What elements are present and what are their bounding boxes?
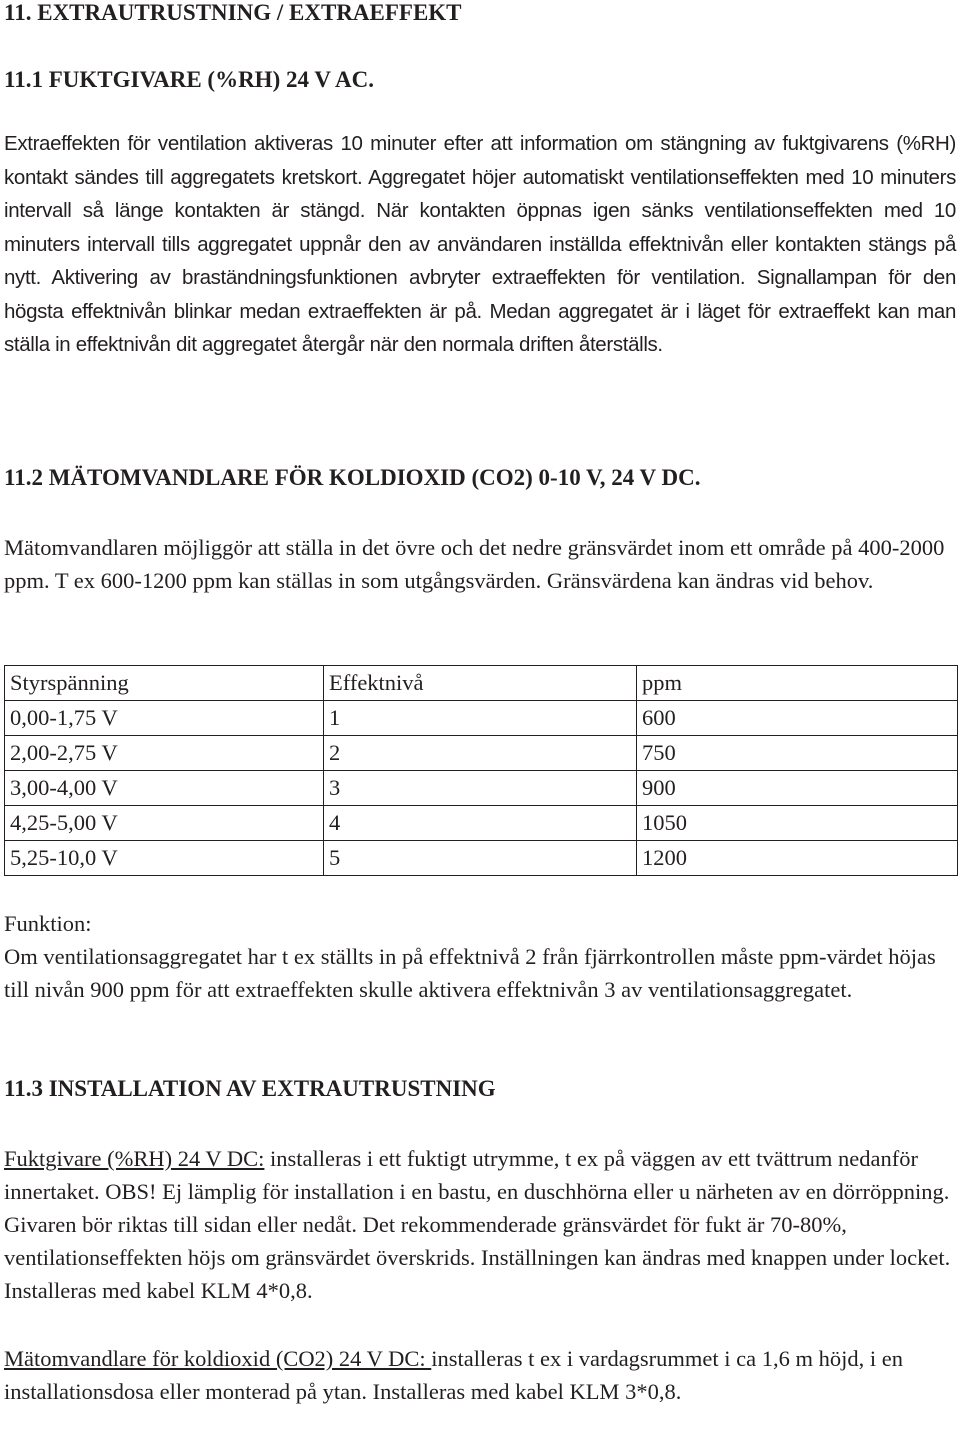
table-cell: 4 <box>324 806 637 841</box>
table-cell: 1200 <box>637 841 958 876</box>
install-item-text: installeras i ett fuktigt utrymme, t ex på väggen av ett tvättrum nedanför innertaket. OBS! Ej lämplig för installation i en bastu, en duschhörna eller u närheten av en dörröppning. Givaren bör riktas till sidan eller nedåt. Det rekommenderade gränsvärdet för fukt är 70-80%, ventilationseffekten höjs om gränsvärdet överskrids. Inställningen kan ändras med knappen under locket. Installeras med kabel KLM 4*0,8. <box>4 1146 951 1303</box>
table-header-row <box>5 666 958 701</box>
table-row <box>5 841 958 876</box>
install-item-text: installeras t ex i vardagsrummet i ca 1,6 m höjd, i en installationsdosa eller monterad på ytan. Installeras med kabel KLM 3*0,8. <box>4 1346 904 1404</box>
table-cell: 1 <box>324 701 637 736</box>
section-11-2-body: Mätomvandlaren möjliggör att ställa in det övre och det nedre gränsvärdet inom ett område på 400-2000 ppm. T ex 600-1200 ppm kan ställas in som utgångsvärden. Gränsvärdena kan ändras vid behov. <box>4 535 945 593</box>
co2-voltage-table <box>4 665 958 876</box>
table-cell: 1050 <box>637 806 958 841</box>
table-header-cell: Styrspänning <box>5 666 324 701</box>
section-heading-11-2: 11.2 MÄTOMVANDLARE FÖR KOLDIOXID (CO2) 0-10 V, 24 V DC. <box>4 465 701 490</box>
table-cell: 5,25-10,0 V <box>5 841 324 876</box>
table-header-cell: ppm <box>637 666 958 701</box>
function-block <box>4 907 956 1006</box>
table-cell: 2 <box>324 736 637 771</box>
main-heading: 11. EXTRAUTRUSTNING / EXTRAEFFEKT <box>4 0 462 25</box>
section-heading-11-3: 11.3 INSTALLATION AV EXTRAUTRUSTNING <box>4 1076 496 1101</box>
install-item-co2 <box>4 1342 956 1408</box>
table-header-cell: Effektnivå <box>324 666 637 701</box>
table-cell: 5 <box>324 841 637 876</box>
table-cell: 600 <box>637 701 958 736</box>
table-cell: 750 <box>637 736 958 771</box>
section-heading-11-1: 11.1 FUKTGIVARE (%RH) 24 V AC. <box>4 67 374 92</box>
table-cell: 4,25-5,00 V <box>5 806 324 841</box>
table-cell: 3,00-4,00 V <box>5 771 324 806</box>
install-item-humidity <box>4 1142 956 1307</box>
table-cell: 900 <box>637 771 958 806</box>
table-cell: 3 <box>324 771 637 806</box>
table-cell: 2,00-2,75 V <box>5 736 324 771</box>
table-cell: 0,00-1,75 V <box>5 701 324 736</box>
table-row <box>5 736 958 771</box>
table-row <box>5 771 958 806</box>
table-row <box>5 806 958 841</box>
install-item-title: Mätomvandlare för koldioxid (CO2) 24 V DC: <box>4 1346 432 1371</box>
section-11-1-body: Extraeffekten för ventilation aktiveras 10 minuter efter att information om stängning av fuktgivarens (%RH) kontakt sändes till aggregatets kretskort. Aggregatet höjer automatiskt ventilationseffekten med 10 minuters intervall så länge kontakten är stängd. När kontakten öppnas igen sänks ventilationseffekten med 10 minuters intervall tills aggregatet uppnår den av användaren inställda effektnivån eller kontakten stängs på nytt. Aktivering av braständningsfunktionen avbryter extraeffekten för ventilation. Signallampan för den högsta effektnivån blinkar medan extraeffekten är på. Medan aggregatet är i läget för extraeffekt kan man ställa in effektnivån dit aggregatet återgår när den normala driften återställs. <box>4 132 956 356</box>
function-text: Om ventilationsaggregatet har t ex ställts in på effektnivå 2 från fjärrkontrollen måste ppm-värdet höjas till nivån 900 ppm för att extraeffekten skulle aktivera effektnivån 3 av ventilationsaggregatet. <box>4 944 936 1002</box>
table-row <box>5 701 958 736</box>
install-item-title: Fuktgivare (%RH) 24 V DC: <box>4 1146 265 1171</box>
function-label: Funktion: <box>4 911 92 936</box>
